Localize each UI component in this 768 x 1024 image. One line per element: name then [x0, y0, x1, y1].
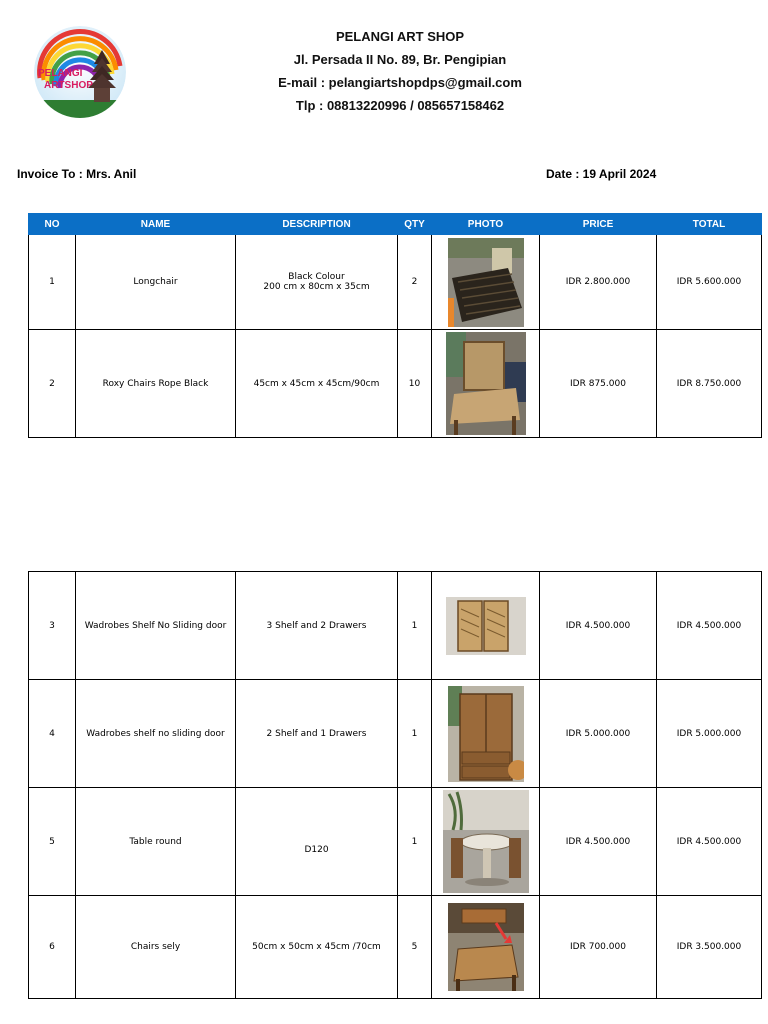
wardrobe-brown-photo-icon: [448, 686, 524, 782]
item-qty: 1: [398, 788, 432, 896]
shop-name: PELANGI ART SHOP: [335, 29, 465, 44]
description-line: 3 Shelf and 2 Drawers: [266, 620, 367, 631]
item-name: Wadrobes shelf no sliding door: [76, 680, 236, 788]
item-description: [236, 235, 398, 330]
table-row: [29, 788, 762, 896]
item-photo: [432, 680, 540, 788]
item-name: Table round: [76, 788, 236, 896]
item-price: IDR 700.000: [540, 896, 657, 999]
item-total: IDR 8.750.000: [657, 330, 762, 438]
item-no: 1: [29, 235, 76, 330]
item-qty: 1: [398, 572, 432, 680]
item-price: IDR 2.800.000: [540, 235, 657, 330]
item-total: IDR 5.000.000: [657, 680, 762, 788]
shop-email: E-mail : pelangiartshopdps@gmail.com: [278, 75, 522, 90]
column-header-description: DESCRIPTION: [236, 214, 398, 235]
table-row: [29, 572, 762, 680]
shop-header: [220, 25, 580, 117]
item-description: [236, 896, 398, 999]
description-line: Black Colour: [288, 272, 345, 282]
invoice-table-2: [28, 571, 762, 999]
item-total: IDR 3.500.000: [657, 896, 762, 999]
description-line: 2 Shelf and 1 Drawers: [266, 728, 367, 739]
column-header-no: NO: [29, 214, 76, 235]
item-price: IDR 875.000: [540, 330, 657, 438]
item-price: IDR 4.500.000: [540, 572, 657, 680]
item-no: 6: [29, 896, 76, 999]
table-row: [29, 896, 762, 999]
shop-phone: Tlp : 08813220996 / 085657158462: [295, 98, 505, 113]
item-photo: [432, 235, 540, 330]
item-qty: 10: [398, 330, 432, 438]
item-no: 5: [29, 788, 76, 896]
description-line: D120: [304, 844, 329, 855]
item-description: [236, 572, 398, 680]
column-header-price: PRICE: [540, 214, 657, 235]
item-photo: [432, 896, 540, 999]
item-name: Longchair: [76, 235, 236, 330]
round-table-photo-icon: [443, 790, 529, 893]
svg-text:PELANGI: PELANGI: [38, 68, 83, 79]
shop-logo: [34, 26, 126, 118]
item-photo: [432, 572, 540, 680]
rainbow-temple-logo-icon: [34, 26, 126, 118]
table-row: [29, 330, 762, 438]
invoice-date: Date : 19 April 2024: [546, 167, 657, 181]
table-row: [29, 235, 762, 330]
item-description: [236, 680, 398, 788]
invoice-to: Invoice To : Mrs. Anil: [17, 167, 137, 181]
table-header-row: [29, 214, 762, 235]
rope-chair-photo-icon: [446, 332, 526, 435]
item-no: 3: [29, 572, 76, 680]
shop-address: Jl. Persada II No. 89, Br. Pengipian: [293, 52, 507, 67]
item-price: IDR 5.000.000: [540, 680, 657, 788]
item-no: 2: [29, 330, 76, 438]
item-description: [236, 788, 398, 896]
lounge-chair-photo-icon: [448, 238, 524, 327]
item-qty: 5: [398, 896, 432, 999]
item-description: [236, 330, 398, 438]
column-header-name: NAME: [76, 214, 236, 235]
description-line: 200 cm x 80cm x 35cm: [263, 282, 370, 292]
item-total: IDR 5.600.000: [657, 235, 762, 330]
wooden-chair-photo-icon: [448, 903, 524, 991]
item-photo: [432, 788, 540, 896]
item-qty: 1: [398, 680, 432, 788]
item-name: Roxy Chairs Rope Black: [76, 330, 236, 438]
description-line: 45cm x 45cm x 45cm/90cm: [253, 378, 380, 389]
invoice-table-1: [28, 213, 762, 438]
column-header-total: TOTAL: [657, 214, 762, 235]
column-header-photo: PHOTO: [432, 214, 540, 235]
item-photo: [432, 330, 540, 438]
item-qty: 2: [398, 235, 432, 330]
wardrobe-photo-icon: [446, 597, 526, 655]
table-row: [29, 680, 762, 788]
description-line: 50cm x 50cm x 45cm /70cm: [252, 942, 381, 952]
item-no: 4: [29, 680, 76, 788]
column-header-qty: QTY: [398, 214, 432, 235]
item-price: IDR 4.500.000: [540, 788, 657, 896]
item-total: IDR 4.500.000: [657, 788, 762, 896]
item-name: Chairs sely: [76, 896, 236, 999]
item-name: Wadrobes Shelf No Sliding door: [76, 572, 236, 680]
item-total: IDR 4.500.000: [657, 572, 762, 680]
svg-text:ARTSHOP: ARTSHOP: [44, 80, 93, 91]
